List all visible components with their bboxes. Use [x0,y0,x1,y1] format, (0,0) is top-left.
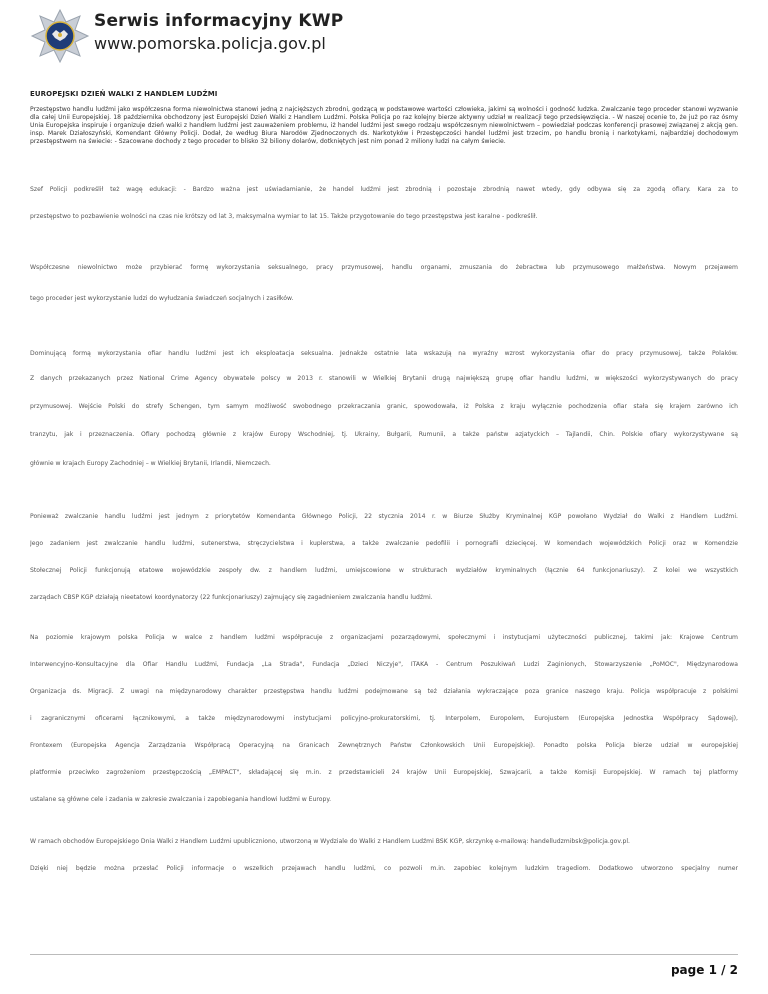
body-line: platformie przeciwko zagrożeniom przestępczością „EMPACT", składającej się m.in. z przedstawicieli 24 krajów Unii Europejskiej, Szwajcarii, a także Komisji Europejskiej. W ramach tej platformy [30,769,738,776]
body-line: ustalane są główne cele i zadania w zakresie zwalczania i zapobiegania handlowi ludźmi w Europy. [30,796,332,803]
police-star-logo-icon [30,8,90,64]
body-line: Interwencyjno-Konsultacyjne dla Ofiar Handlu Ludźmi, Fundacja „La Strada", Fundacja „Dzieci Niczyje", ITAKA - Centrum Poszukiwań Ludzi Zaginionych, Stowarzyszenie „PoMOC", Międzynarodowa [30,661,738,668]
body-line: Dominującą formą wykorzystania ofiar handlu ludźmi jest ich eksploatacja seksualna. Jednakże ostatnie lata wskazują na wyraźny wzrost wykorzystania ofiar do pracy przymusowej, także Polaków. [30,350,738,357]
body-line: Frontexem (Europejska Agencja Zarządzania Współpracą Operacyjną na Granicach Zewnętrznych Państw Członkowskich Unii Europejskiej). Ponadto polska Policja bierze udział w europejskiej [30,742,738,749]
body-line: tranzytu, jak i przeznaczenia. Ofiary pochodzą głównie z krajów Europy Wschodniej, tj. Ukrainy, Bułgarii, Rumunii, a także państw azjatyckich – Tajlandii, Chin. Polskie ofiary wykorzystywane są [30,431,738,438]
body-line: tego proceder jest wykorzystanie ludzi do wyłudzania świadczeń socjalnych i zasiłków. [30,295,294,302]
body-line: i zagranicznymi oficerami łącznikowymi, a także międzynarodowymi instytucjami policyjno-prokuratorskimi, tj. Interpolem, Europolem, Eurojustem (Europejska Jednostka Współpracy Sądowej), [30,715,738,722]
body-line: Na poziomie krajowym polska Policja w walce z handlem ludźmi współpracuje z organizacjami pozarządowymi, społecznymi i instytucjami użyteczności publicznej, takimi jak: Krajowe Centrum [30,634,738,641]
article-title: EUROPEJSKI DZIEŃ WALKI Z HANDLEM LUDŹMI [30,90,218,98]
body-line: przymusowej. Wejście Polski do strefy Schengen, tym samym możliwość swobodnego przekraczania granic, spowodowała, iż Polska z kraju wyłącznie pochodzenia ofiar stała się krajem zarówno ich [30,403,738,410]
body-line: Stołecznej Policji funkcjonują etatowe wojewódzkie zespoły dw. z handlem ludźmi, umiejscowione w strukturach wydziałów kryminalnych (łącznie 64 funkcjonariuszy). Z kolei we wszystkich [30,567,738,574]
body-line: Dzięki niej będzie można przesłać Policji informacje o wszelkich przejawach handlu ludźmi, co pozwoli m.in. zapobiec kolejnym ludzkim tragediom. Dodatkowo utworzono specjalny numer [30,865,738,872]
body-line: zarządach CBŚP KGP działają nieetatowi koordynatorzy (22 funkcjonariuszy) zajmujący się zagadnieniem zwalczania handlu ludźmi. [30,594,433,601]
body-line: głównie w krajach Europy Zachodniej – w Wielkiej Brytanii, Irlandii, Niemczech. [30,460,271,467]
page-header [30,8,730,58]
body-line: przestępstwo to pozbawienie wolności na czas nie krótszy od lat 3, maksymalna wymiar to lat 15. Także przygotowanie do tego przestępstwa jest karalne - podkreślił. [30,213,538,220]
footer-divider [30,954,738,955]
body-line: Ponieważ zwalczanie handlu ludźmi jest jednym z priorytetów Komendanta Głównego Policji, 22 stycznia 2014 r. w Biurze Służby Kryminalnej KGP powołano Wydział do Walki z Handlem Ludźmi. [30,513,738,520]
site-title: Serwis informacyjny KWP [94,11,344,31]
body-line: Jego zadaniem jest zwalczanie handlu ludźmi, sutenerstwa, stręczycielstwa i kuplerstwa, a także zwalczanie pedofilii i pornografii dziecięcej. W komendach wojewódzkich Policji oraz w Komendzie [30,540,738,547]
body-line: Współczesne niewolnictwo może przybierać formę wykorzystania seksualnego, pracy przymusowej, handlu organami, zmuszania do żebractwa lub przymusowego małżeństwa. Nowym przejawem [30,264,738,271]
body-line: Organizacja ds. Migracji. Z uwagi na międzynarodowy charakter przestępstwa handlu ludźmi podejmowane są też działania wykraczające poza granice naszego kraju. Policja współpracuje z polskimi [30,688,738,695]
body-line: Szef Policji podkreślił też wagę edukacji: - Bardzo ważna jest uświadamianie, że handel ludźmi jest zbrodnią i pozostaje zbrodnią nawet wtedy, gdy odbywa się za zgodą ofiary. Kara za to [30,186,738,193]
body-line: Z danych przekazanych przez National Crime Agency obywatele polscy w 2013 r. stanowili w Wielkiej Brytanii drugą największą grupę ofiar handlu ludźmi, w większości wykorzystywanych do pracy [30,375,738,382]
article-lead: Przestępstwo handlu ludźmi jako współczesna forma niewolnictwa stanowi jedną z najcięższych zbrodni, godzącą w podstawowe wartości człowieka, jakimi są wolności i godność ludzka. Zwalczanie tego proceder stanowi wyzwanie dla całej Unii Europejskiej. 18 października obchodzony jest Europejski Dzień Walki z Handlem Ludźmi. Polska Policja po raz kolejny bierze aktywny udział w realizacji tego przedsięwzięcia. - W naszej ocenie to, że już po raz ósmy Unia Europejska inspiruje i organizuje dzień walki z handlem ludźmi jest zauważeniem problemu, iż handel ludźmi jest swego rodzaju współczesnym niewolnictwem – powiedział podczas konferencji prasowej związanej z akcją gen. insp. Marek Działoszyński, Komendant Główny Policji. Dodał, że według Biura Narodów Zjednoczonych ds. Narkotyków i Przestępczości handel ludźmi jest trzecim, po handlu bronią i narkotykami, najbardziej dochodowym przestępstwem na świecie: - Szacowane dochody z tego proceder to blisko 32 biliony dolarów, dotkniętych jest nim ponad 2 miliony ludzi na całym świecie. [30,106,738,146]
page-number: page 1 / 2 [670,963,738,977]
body-line: W ramach obchodów Europejskiego Dnia Walki z Handlem Ludźmi upubliczniono, utworzoną w Wydziale do Walki z Handlem Ludźmi BSK KGP, skrzynkę e-mailową: handelludzmibsk@policja.gov.pl. [30,838,630,845]
site-url: www.pomorska.policja.gov.pl [94,34,326,53]
article-intro [30,90,738,146]
